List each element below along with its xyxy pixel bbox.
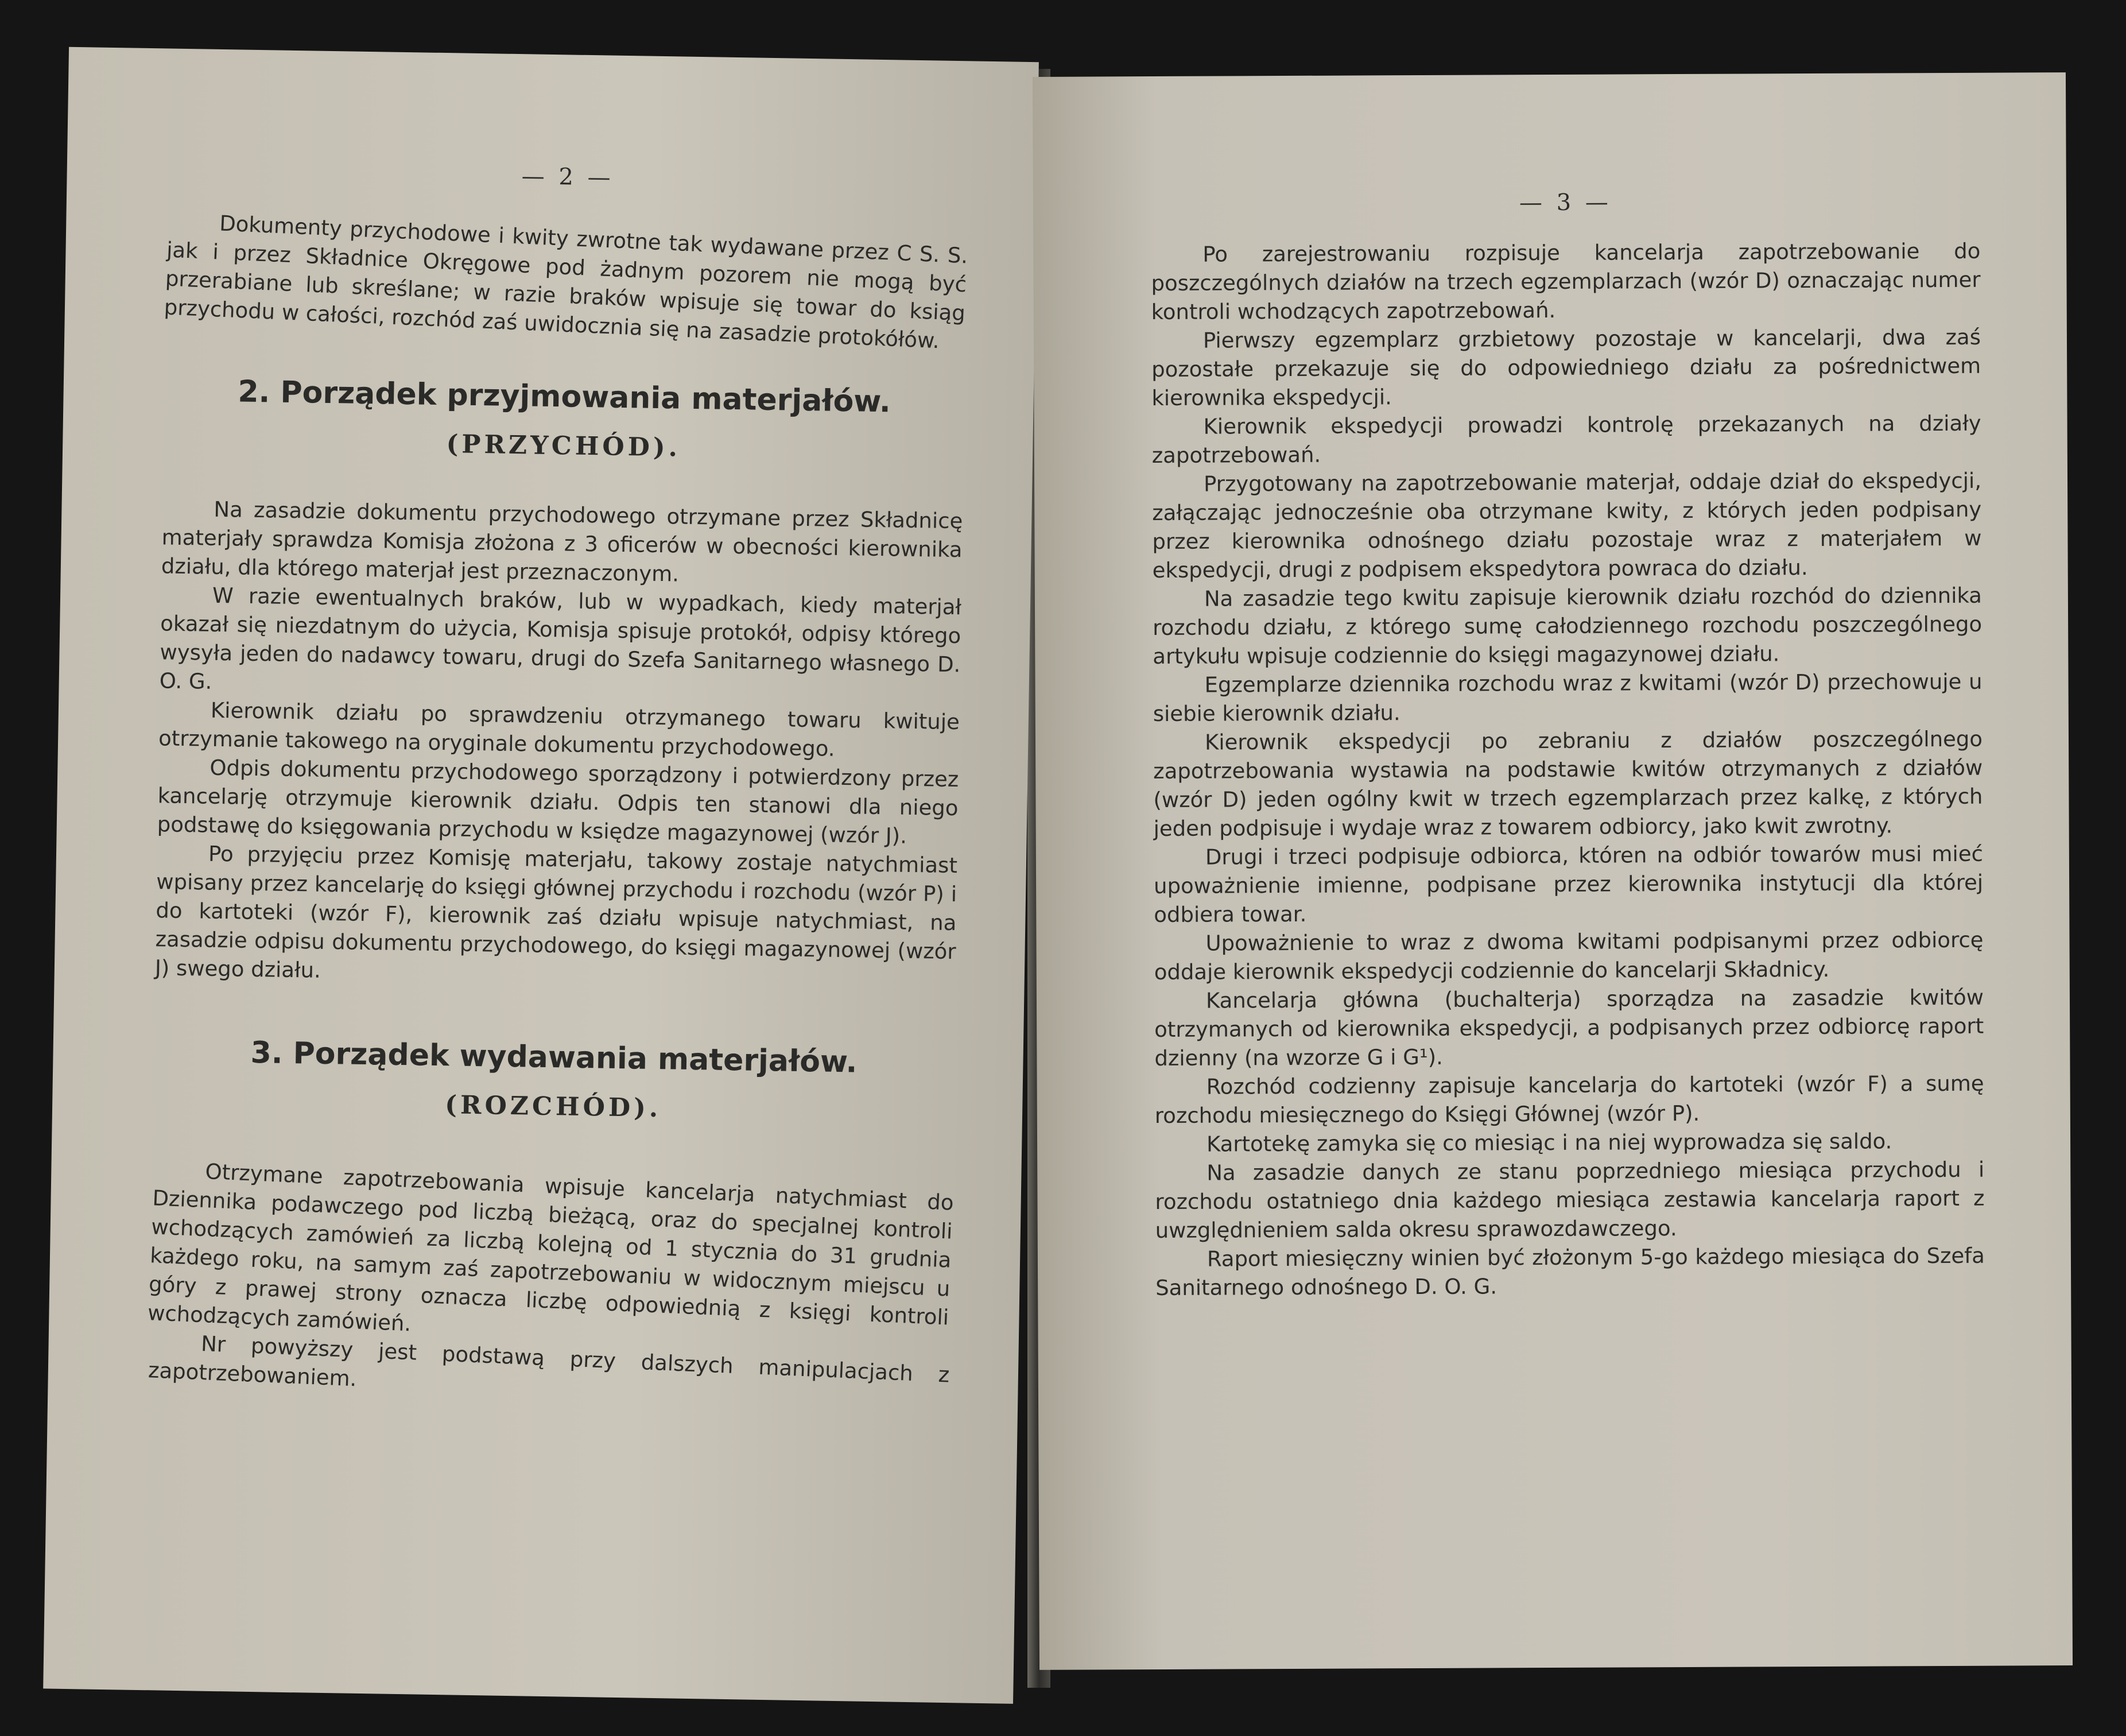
paragraph: Raport miesięczny winien być złożonym 5-go każdego miesiąca do Szefa Sanitarnego odnośnego D. O. G. [1155, 1243, 1985, 1301]
paragraph: Kierownik ekspedycji prowadzi kontrolę przekazanych na działy zapotrzebowań. [1151, 410, 1981, 468]
paragraph: Upoważnienie to wraz z dwoma kwitami podpisanymi przez odbiorcę oddaje kierownik ekspedycji codziennie do kancelarji Składnicy. [1154, 927, 1984, 985]
paragraph: Rozchód codzienny zapisuje kancelarja do kartoteki (wzór F) a sumę rozchodu miesięcznego do Księgi Głównej (wzór P). [1154, 1071, 1984, 1129]
paragraph: Odpis dokumentu przychodowego sporządzony i potwierdzony przez kancelarję otrzymuje kierownik działu. Odpis ten stanowi dla niego podstawę do księgowania przychodu w księdze magazynowej (wzór J). [157, 755, 959, 848]
paragraph: Otrzymane zapotrzebowania wpisuje kancelarja natychmiast do Dziennika podawczego pod liczbą bieżącą, oraz do specjalnej kontroli wchodzących zamówień za liczbą kolejną od 1 stycznia do 31 grudnia każdego roku, na samym zaś zapotrzebowaniu w widocznym miejscu u góry z prawej strony oznacza liczbę odpowiednią z księgi kontroli wchodzących zamówień. [147, 1159, 955, 1336]
intro-paragraph: Dokumenty przychodowe i kwity zwrotne tak wydawane przez C S. S. jak i przez Składnice Okręgowe pod żadnym pozorem nie mogą być przerabiane lub skreślane; w razie braków wpisuje się towar do ksiąg przychodu w całości, rozchód zaś uwidocznia się na zasadzie protokółów. [163, 211, 969, 354]
paragraph: Kancelarja główna (buchalterja) sporządza na zasadzie kwitów otrzymanych od kierownika ekspedycji, a podpisanych przez odbiorcę raport dzienny (na wzorze G i G¹). [1154, 985, 1984, 1071]
right-page [1033, 72, 2073, 1670]
paragraph: Kartotekę zamyka się co miesiąc i na niej wyprowadza się saldo. [1206, 1129, 1892, 1157]
page-number-left: — 2 — [521, 163, 614, 191]
paragraph: Przygotowany na zapotrzebowanie materjał, oddaje dział do ekspedycji, załączając jednocześnie oba otrzymane kwity, z których jeden podpisany przez kierownika odnośnego działu pozostaje wraz z materjałem w ekspedycji, drugi z podpisem ekspedytora powraca do działu. [1152, 468, 1982, 583]
page-number-right: — 3 — [1519, 189, 1612, 216]
paragraph: Na zasadzie danych ze stanu poprzedniego miesiąca przychodu i rozchodu ostatniego dnia każdego miesiąca zestawia kancelarja raport z uwzględnieniem salda okresu sprawozdawczego. [1155, 1157, 1985, 1243]
paragraph: W razie ewentualnych braków, lub w wypadkach, kiedy materjał okazał się niezdatnym do użycia, Komisja spisuje protokół, odpisy którego wysyła jeden do nadawcy towaru, drugi do Szefa Sanitarnego własnego D. O. G. [159, 583, 962, 694]
section-3-heading: 3. Porządek wydawania materjałów. [250, 1035, 858, 1080]
section-2-heading: 2. Porządek przyjmowania materjałów. [238, 374, 891, 420]
section-2-subheading: (PRZYCHÓD). [446, 429, 681, 463]
section-3-subheading: (ROZCHÓD). [444, 1090, 662, 1123]
paragraph: Na zasadzie dokumentu przychodowego otrzymane przez Składnicę materjały sprawdza Komisja złożona z 3 oficerów w obecności kierownika działu, dla którego materjał jest przeznaczonym. [161, 497, 963, 587]
left-page [43, 47, 1039, 1704]
paragraph: Po zarejestrowaniu rozpisuje kancelarja zapotrzebowanie do poszczególnych działów na trzech egzemplarzach (wzór D) oznaczając numer kontroli wchodzących zapotrzebowań. [1151, 238, 1981, 325]
paragraph: Nr powyższy jest podstawą przy dalszych manipulacjach z zapotrzebowaniem. [148, 1331, 951, 1392]
paragraph: Po przyjęciu przez Komisję materjału, takowy zostaje natychmiast wpisany przez kancelarję do księgi głównej przychodu i rozchodu (wzór P) i do kartoteki (wzór F), kierownik zaś działu wpisuje natychmiast, na zasadzie odpisu dokumentu przychodowego, do księgi magazynowej (wzór J) swego działu. [154, 841, 958, 983]
paragraph: Pierwszy egzemplarz grzbietowy pozostaje w kancelarji, dwa zaś pozostałe przekazuje się do odpowiedniego działu za pośrednictwem kierownika ekspedycji. [1151, 324, 1981, 411]
paragraph: Kierownik ekspedycji po zebraniu z działów poszczególnego zapotrzebowania wystawia na podstawie kwitów otrzymanych z działów (wzór D) jeden ogólny kwit w trzech egzemplarzach przez kalkę, z których jeden podpisuje i wydaje wraz z towarem odbiorcy, jako kwit zwrotny. [1153, 726, 1983, 842]
paragraph: Drugi i trzeci podpisuje odbiorca, któren na odbiór towarów musi mieć upoważnienie imienne, podpisane przez kierownika instytucji dla której odbiera towar. [1154, 841, 1984, 928]
paragraph: Egzemplarze dziennika rozchodu wraz z kwitami (wzór D) przechowuje u siebie kierownik działu. [1153, 669, 1983, 727]
paragraph: Na zasadzie tego kwitu zapisuje kierownik działu rozchód do dziennika rozchodu działu, z którego sumę całodziennego rozchodu poszczególnego artykułu wpisuje codziennie do księgi magazynowej działu. [1153, 583, 1983, 669]
paragraph: Kierownik działu po sprawdzeniu otrzymanego towaru kwituje otrzymanie takowego na oryginale dokumentu przychodowego. [158, 698, 960, 761]
